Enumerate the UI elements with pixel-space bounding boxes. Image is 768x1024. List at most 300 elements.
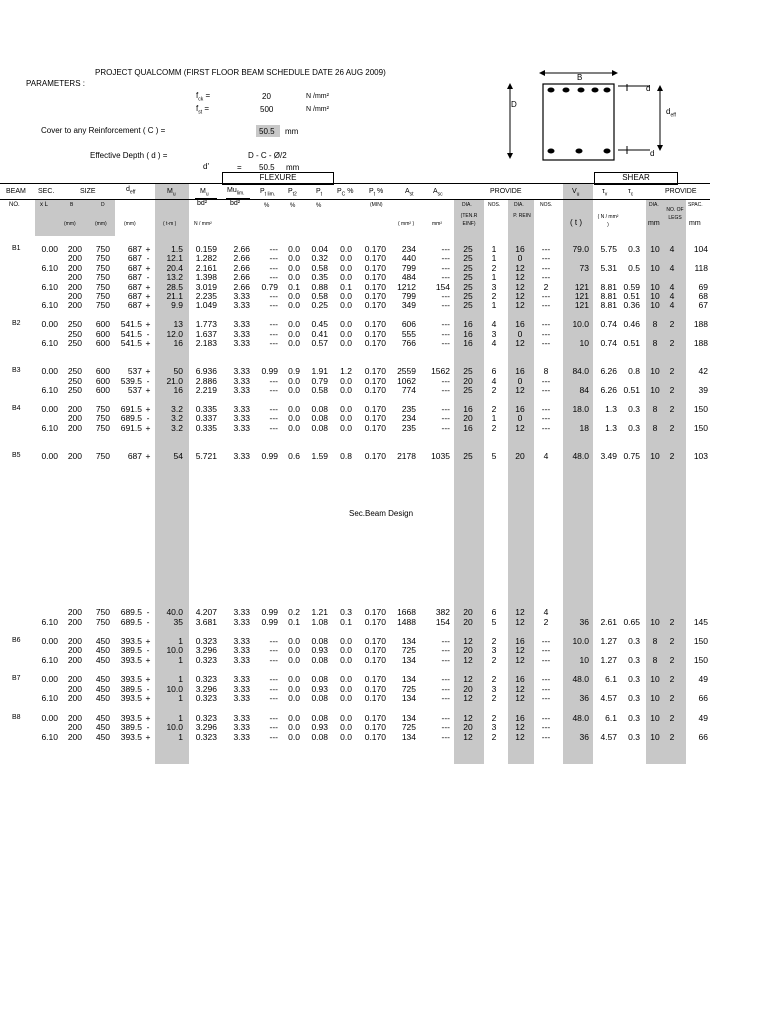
cell-ast: 799 — [401, 262, 416, 273]
cell-dia2: 0 — [517, 253, 523, 264]
cell-mu: 28.5 — [166, 281, 183, 292]
cell-legs: 2 — [669, 616, 675, 627]
cell-pt2: 0.0 — [288, 253, 300, 264]
cell-tc: 0.3 — [628, 403, 640, 414]
cell-pt: 0.08 — [311, 635, 328, 646]
cell-spac: 49 — [698, 674, 708, 685]
col-dia1-sub: (TEN.R EINF) — [460, 213, 478, 227]
cell-pt: 0.93 — [311, 645, 328, 656]
cell-pt2: 0.0 — [288, 403, 300, 414]
cell-ast: 235 — [401, 422, 416, 433]
cell-ptlim: --- — [269, 683, 278, 694]
cell-pt: 0.88 — [311, 281, 328, 292]
document-title: PROJECT QUALCOMM (FIRST FLOOR BEAM SCHEDULE DATE 26 AUG 2009) — [95, 68, 386, 77]
cell-tv: 8.81 — [600, 291, 617, 301]
cell-spac: 66 — [698, 731, 708, 742]
cell-d: 450 — [95, 693, 110, 704]
cell-dia2: 0 — [517, 413, 523, 424]
cell-mu: 16 — [173, 338, 183, 348]
effective-depth-label: Effective Depth ( d ) = — [90, 151, 168, 160]
cell-pc: 0.0 — [340, 244, 352, 254]
cell-legs: 2 — [669, 635, 675, 646]
cell-dia1: 25 — [463, 300, 473, 311]
cell-ast: 774 — [401, 385, 416, 395]
cell-ptlim: --- — [269, 655, 278, 665]
cell-mubd: 0.335 — [195, 403, 217, 414]
cell-mubd: 1.637 — [195, 328, 217, 339]
col-shear-provide: PROVIDE — [665, 188, 697, 195]
col-ptmin: $P_t$ % — [369, 188, 384, 198]
cell-nos2: --- — [541, 262, 551, 273]
cell-mubd: 2.161 — [195, 262, 217, 273]
cell-vu: 84.0 — [572, 366, 589, 377]
cell-legs: 2 — [669, 403, 675, 414]
cell-sdia: 10 — [650, 712, 660, 723]
cell-sgn: + — [145, 635, 151, 646]
fck-label: $f_{ck}$ = — [196, 91, 211, 103]
cell-sec: 6.10 — [41, 262, 58, 273]
cell-asc: 1035 — [431, 450, 450, 461]
cell-dia1: 20 — [463, 375, 473, 386]
cell-b: 200 — [67, 722, 82, 733]
cell-nos1: 2 — [491, 693, 497, 704]
cell-b: 200 — [67, 300, 82, 311]
cell-vu: 10 — [579, 338, 589, 348]
cell-b: 200 — [67, 693, 82, 704]
cell-pt: 1.59 — [311, 450, 328, 461]
cell-pc: 0.0 — [340, 253, 352, 264]
cell-ptmin: 0.170 — [364, 244, 386, 254]
cell-tv: 6.26 — [600, 366, 617, 377]
cell-b: 200 — [67, 712, 82, 723]
cell-tc: 0.51 — [623, 291, 640, 301]
cell-deff: 537 — [127, 366, 142, 377]
cell-deff: 687 — [127, 291, 142, 301]
cell-b: 200 — [67, 291, 82, 301]
cell-nos1: 4 — [491, 375, 497, 386]
cell-ast: 134 — [401, 712, 416, 723]
cell-beam: B1 — [12, 245, 21, 252]
cell-pt2: 0.0 — [288, 291, 300, 301]
cell-nos1: 2 — [491, 712, 497, 723]
cell-tv: 8.81 — [600, 300, 617, 311]
cell-sgn: + — [145, 281, 151, 292]
cell-b: 200 — [67, 674, 82, 685]
cell-dia2: 12 — [515, 607, 525, 617]
col-tv: $\tau_v$ — [602, 188, 608, 198]
cell-sdia: 10 — [650, 616, 660, 627]
cell-dia2: 16 — [515, 244, 525, 254]
shear-header: SHEAR — [594, 172, 678, 185]
cell-nos2: --- — [541, 722, 551, 733]
cell-deff: 389.5 — [120, 645, 142, 656]
cell-pc: 0.0 — [340, 422, 352, 433]
cell-pt2: 0.0 — [288, 655, 300, 665]
cell-vu: 10 — [579, 655, 589, 665]
cell-mulim: 2.66 — [233, 244, 250, 254]
cell-ptmin: 0.170 — [364, 683, 386, 694]
cell-sgn: - — [146, 272, 150, 283]
cell-ptlim: --- — [269, 645, 278, 656]
cell-spac: 188 — [693, 338, 708, 348]
cell-dia1: 20 — [463, 683, 473, 694]
col-pt: $P_t$ — [316, 188, 323, 198]
cell-legs: 2 — [669, 655, 675, 665]
diagram-d2-label: d — [650, 149, 655, 158]
d-prime-unit: mm — [286, 163, 300, 172]
cell-d: 750 — [95, 262, 110, 273]
cell-sgn: - — [146, 722, 150, 733]
col-spacing-unit: mm — [689, 220, 701, 227]
col-stirrup-dia: DIA. — [649, 202, 659, 208]
cell-nos1: 5 — [491, 450, 497, 461]
d-prime-value: 50.5 — [259, 163, 275, 172]
cell-mubd: 3.019 — [195, 281, 217, 292]
cell-asc: --- — [441, 413, 450, 424]
cell-ptlim: --- — [269, 375, 278, 386]
cell-d: 450 — [95, 712, 110, 723]
cell-b: 200 — [67, 403, 82, 414]
cell-mulim: 3.33 — [233, 375, 250, 386]
cell-tv: 0.74 — [600, 338, 617, 348]
cell-spac: 69 — [698, 281, 708, 292]
cell-d: 600 — [95, 366, 110, 377]
cell-tv: 4.57 — [600, 693, 617, 704]
cell-mulim: 3.33 — [233, 328, 250, 339]
cell-tv: 0.74 — [600, 319, 617, 330]
cell-nos2: --- — [541, 635, 551, 646]
cell-tv: 2.61 — [600, 616, 617, 627]
cell-dia1: 12 — [463, 635, 473, 646]
cell-ptmin: 0.170 — [364, 731, 386, 742]
cell-pt: 0.93 — [311, 722, 328, 733]
col-dia1: DIA. — [462, 202, 472, 208]
cell-pc: 0.0 — [340, 693, 352, 704]
col-asc-unit: mm² — [432, 221, 442, 227]
cell-mubd: 0.323 — [195, 674, 217, 685]
cell-asc: --- — [441, 645, 450, 656]
cell-pc: 0.0 — [340, 328, 352, 339]
cell-sdia: 8 — [652, 403, 658, 414]
cell-pt2: 0.6 — [288, 450, 300, 461]
cell-b: 200 — [67, 422, 82, 433]
cell-pt2: 0.2 — [288, 607, 300, 617]
cell-asc: 154 — [435, 281, 450, 292]
cell-ptlim: --- — [269, 300, 278, 311]
cell-mu: 9.9 — [171, 300, 183, 311]
cell-mulim: 3.33 — [233, 635, 250, 646]
cell-pt: 0.08 — [311, 693, 328, 704]
cell-tv: 1.27 — [600, 635, 617, 646]
cell-nos2: --- — [541, 328, 551, 339]
fst-value: 500 — [260, 105, 274, 114]
cell-sgn: + — [145, 422, 151, 433]
cell-pt2: 0.0 — [288, 262, 300, 273]
cell-sgn: - — [146, 607, 150, 617]
cell-ptlim: --- — [269, 635, 278, 646]
cell-dia2: 16 — [515, 712, 525, 723]
cell-pt: 0.58 — [311, 385, 328, 395]
cell-pt2: 0.0 — [288, 635, 300, 646]
cell-nos1: 2 — [491, 385, 497, 395]
cell-spac: 150 — [693, 655, 708, 665]
cell-pc: 0.0 — [340, 731, 352, 742]
col-vu-unit: ( t ) — [570, 218, 582, 227]
col-dia2-sub: P. REIN — [513, 213, 531, 219]
col-mulim: $Mu_{lim.}$ — [227, 187, 245, 197]
cell-asc: --- — [441, 712, 450, 723]
cell-tv: 1.3 — [605, 403, 617, 414]
cell-nos1: 3 — [491, 722, 497, 733]
cell-deff: 393.5 — [120, 731, 142, 742]
cell-legs: 2 — [669, 731, 675, 742]
cell-sec: 0.00 — [41, 319, 58, 330]
cell-ast: 134 — [401, 655, 416, 665]
cell-mubd: 2.235 — [195, 291, 217, 301]
cell-mubd: 1.773 — [195, 319, 217, 330]
cell-mubd: 1.049 — [195, 300, 217, 311]
cell-deff: 687 — [127, 450, 142, 461]
cell-tc: 0.51 — [623, 385, 640, 395]
cell-asc: --- — [441, 385, 450, 395]
cell-dia1: 25 — [463, 262, 473, 273]
cell-dia2: 16 — [515, 674, 525, 685]
cell-ptlim: --- — [269, 338, 278, 348]
cell-sdia: 8 — [652, 319, 658, 330]
col-tc: $\tau_c$ — [628, 188, 634, 198]
cell-sgn: + — [145, 366, 151, 377]
cell-deff: 687 — [127, 262, 142, 273]
cell-dia1: 16 — [463, 403, 473, 414]
cell-mulim: 2.66 — [233, 253, 250, 264]
cell-nos2: 8 — [543, 366, 549, 377]
cell-legs: 4 — [669, 291, 675, 301]
cell-tv: 5.75 — [600, 244, 617, 254]
cell-dia1: 16 — [463, 422, 473, 433]
cell-pt: 0.08 — [311, 674, 328, 685]
cell-sec: 6.10 — [41, 338, 58, 348]
cell-sec: 6.10 — [41, 300, 58, 311]
cell-nos1: 6 — [491, 366, 497, 377]
cell-mulim: 3.33 — [233, 300, 250, 311]
cell-nos2: --- — [541, 319, 551, 330]
cell-mulim: 3.33 — [233, 655, 250, 665]
cell-mubd: 1.398 — [195, 272, 217, 283]
cell-mu: 40.0 — [166, 607, 183, 617]
cell-tv: 8.81 — [600, 281, 617, 292]
cell-b: 250 — [67, 375, 82, 386]
col-ptmin-unit: (MIN) — [370, 202, 383, 208]
cell-sgn: + — [145, 655, 151, 665]
cell-nos2: --- — [541, 413, 551, 424]
cell-tc: 0.75 — [623, 450, 640, 461]
col-deff: $d_{eff}$ — [126, 186, 136, 196]
cell-beam: B6 — [12, 636, 21, 644]
col-dia2: DIA. — [514, 202, 524, 208]
cell-d: 750 — [95, 244, 110, 254]
col-ast: $A_{st}$ — [405, 188, 414, 198]
cell-sdia: 10 — [650, 262, 660, 273]
cell-sec: 6.10 — [41, 616, 58, 627]
cell-spac: 42 — [698, 366, 708, 377]
cell-dia1: 16 — [463, 319, 473, 330]
cell-beam: B8 — [12, 713, 21, 721]
cell-ptmin: 0.170 — [364, 300, 386, 311]
cell-vu: 36 — [579, 616, 589, 627]
cell-pt2: 0.0 — [288, 422, 300, 433]
cell-ptmin: 0.170 — [364, 281, 386, 292]
cell-nos1: 4 — [491, 338, 497, 348]
cover-value: 50.5 — [259, 127, 275, 136]
cell-b: 200 — [67, 616, 82, 627]
cell-sgn: - — [146, 683, 150, 694]
cell-nos2: --- — [541, 645, 551, 656]
cell-mulim: 3.33 — [233, 422, 250, 433]
col-ptlim-unit: % — [264, 203, 270, 209]
cell-b: 250 — [67, 366, 82, 377]
cell-ptmin: 0.170 — [364, 422, 386, 433]
cell-dia1: 25 — [463, 450, 473, 461]
cell-vu: 48.0 — [572, 712, 589, 723]
cell-ast: 2559 — [397, 366, 416, 377]
cell-sgn: + — [145, 262, 151, 273]
cell-dia2: 12 — [515, 385, 525, 395]
cell-dia1: 25 — [463, 281, 473, 292]
cell-deff: 541.5 — [120, 338, 142, 348]
cell-nos2: --- — [541, 403, 551, 414]
cell-mubd: 0.323 — [195, 655, 217, 665]
cell-ast: 484 — [401, 272, 416, 283]
cell-d: 750 — [95, 403, 110, 414]
cell-sgn: + — [145, 319, 151, 330]
cell-spac: 49 — [698, 712, 708, 723]
cell-ast: 1668 — [397, 607, 416, 617]
col-mu-unit: ( t-m ) — [163, 221, 177, 227]
cell-ast: 349 — [401, 300, 416, 311]
cell-dia1: 16 — [463, 338, 473, 348]
cell-tv: 5.31 — [600, 262, 617, 273]
cell-mulim: 2.66 — [233, 272, 250, 283]
cell-d: 450 — [95, 655, 110, 665]
cell-tv: 1.27 — [600, 655, 617, 665]
cell-mulim: 3.33 — [233, 291, 250, 301]
cell-nos2: 2 — [543, 616, 549, 627]
cell-ast: 606 — [401, 319, 416, 330]
cell-pc: 1.2 — [340, 366, 352, 377]
col-pc: $P_C$ % — [337, 188, 354, 198]
cell-ptmin: 0.170 — [364, 674, 386, 685]
cell-legs: 2 — [669, 338, 675, 348]
cell-mulim: 3.33 — [233, 731, 250, 742]
cell-nos1: 1 — [491, 244, 497, 254]
cell-pt: 0.58 — [311, 262, 328, 273]
cell-ast: 234 — [401, 244, 416, 254]
cell-mu: 13.2 — [166, 272, 183, 283]
cell-asc: --- — [441, 683, 450, 694]
cell-dia1: 20 — [463, 722, 473, 733]
col-ptlim: $P_{t lim.}$ — [260, 188, 276, 198]
cell-ast: 725 — [401, 683, 416, 694]
cell-pt2: 0.0 — [288, 731, 300, 742]
cell-nos2: --- — [541, 272, 551, 283]
cell-sgn: + — [145, 731, 151, 742]
cell-ptmin: 0.170 — [364, 262, 386, 273]
cell-nos1: 2 — [491, 674, 497, 685]
cell-ast: 555 — [401, 328, 416, 339]
cell-pt2: 0.0 — [288, 328, 300, 339]
cell-pt: 0.57 — [311, 338, 328, 348]
cell-nos1: 3 — [491, 645, 497, 656]
cell-mu: 10.0 — [166, 645, 183, 656]
cell-pt2: 0.0 — [288, 722, 300, 733]
cell-sgn: - — [146, 253, 150, 264]
cell-dia2: 12 — [515, 281, 525, 292]
cell-sec: 6.10 — [41, 422, 58, 433]
cell-asc: --- — [441, 244, 450, 254]
cell-b: 250 — [67, 338, 82, 348]
cell-sec: 6.10 — [41, 731, 58, 742]
cell-ptmin: 0.170 — [364, 607, 386, 617]
cell-mulim: 3.33 — [233, 366, 250, 377]
cell-tc: 0.3 — [628, 244, 640, 254]
cell-mu: 1 — [178, 635, 183, 646]
diagram-D-label: D — [511, 100, 517, 109]
cell-pt: 0.08 — [311, 712, 328, 723]
cell-deff: 393.5 — [120, 693, 142, 704]
cell-pc: 0.0 — [340, 722, 352, 733]
cell-mubd: 0.323 — [195, 635, 217, 646]
cell-mubd: 0.323 — [195, 712, 217, 723]
cell-b: 250 — [67, 385, 82, 395]
cell-sgn: + — [145, 300, 151, 311]
cell-dia2: 12 — [515, 300, 525, 311]
cell-spac: 150 — [693, 422, 708, 433]
cell-mulim: 3.33 — [233, 722, 250, 733]
cell-mubd: 3.296 — [195, 645, 217, 656]
cell-legs: 2 — [669, 366, 675, 377]
cell-d: 750 — [95, 291, 110, 301]
cell-nos1: 1 — [491, 413, 497, 424]
cell-pc: 0.0 — [340, 413, 352, 424]
cell-spac: 150 — [693, 403, 708, 414]
cell-nos1: 2 — [491, 731, 497, 742]
col-legs: NO. OF LEGS — [666, 207, 684, 221]
cell-ptlim: 0.99 — [261, 366, 278, 377]
col-size: SIZE — [80, 188, 96, 195]
cell-pt2: 0.0 — [288, 319, 300, 330]
col-spacing: SPAC. — [688, 202, 703, 208]
beam-section-diagram — [500, 62, 690, 167]
col-b-unit: (mm) — [64, 221, 76, 227]
cell-vu: 48.0 — [572, 674, 589, 685]
cell-mu: 35 — [173, 616, 183, 627]
cell-mu: 12.1 — [166, 253, 183, 264]
cell-sdia: 8 — [652, 655, 658, 665]
cell-ast: 134 — [401, 635, 416, 646]
cell-mubd: 0.335 — [195, 422, 217, 433]
cell-ptlim: --- — [269, 253, 278, 264]
cell-sdia: 10 — [650, 693, 660, 704]
cell-deff: 687 — [127, 244, 142, 254]
cell-sec: 6.10 — [41, 281, 58, 292]
cell-mubd: 0.337 — [195, 413, 217, 424]
col-sec: SEC. — [38, 188, 55, 195]
cell-spac: 188 — [693, 319, 708, 330]
cell-tv: 4.57 — [600, 731, 617, 742]
cell-ptlim: --- — [269, 413, 278, 424]
cell-pt: 0.08 — [311, 413, 328, 424]
diagram-b-label: B — [577, 73, 583, 82]
